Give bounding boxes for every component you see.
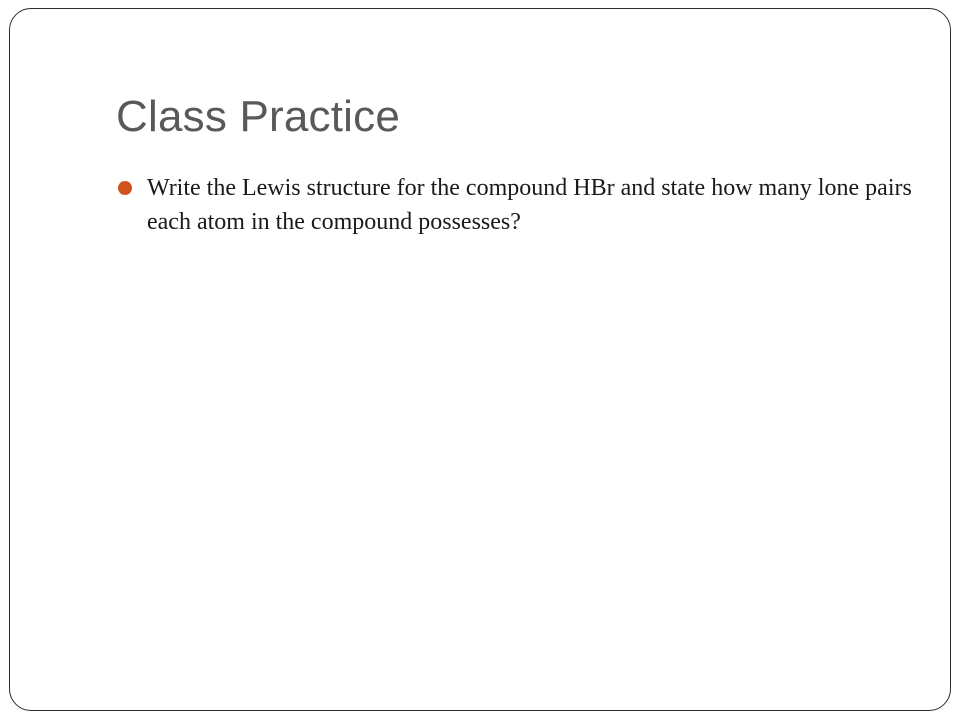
slide-title: Class Practice	[116, 92, 400, 141]
bullet-text: Write the Lewis structure for the compound HBr and state how many lone pairs each atom in the compound possesses?	[147, 175, 912, 235]
bullet-dot-icon	[118, 181, 132, 195]
bullet-list	[118, 171, 918, 239]
slide-frame	[9, 8, 951, 711]
list-item	[118, 171, 918, 239]
